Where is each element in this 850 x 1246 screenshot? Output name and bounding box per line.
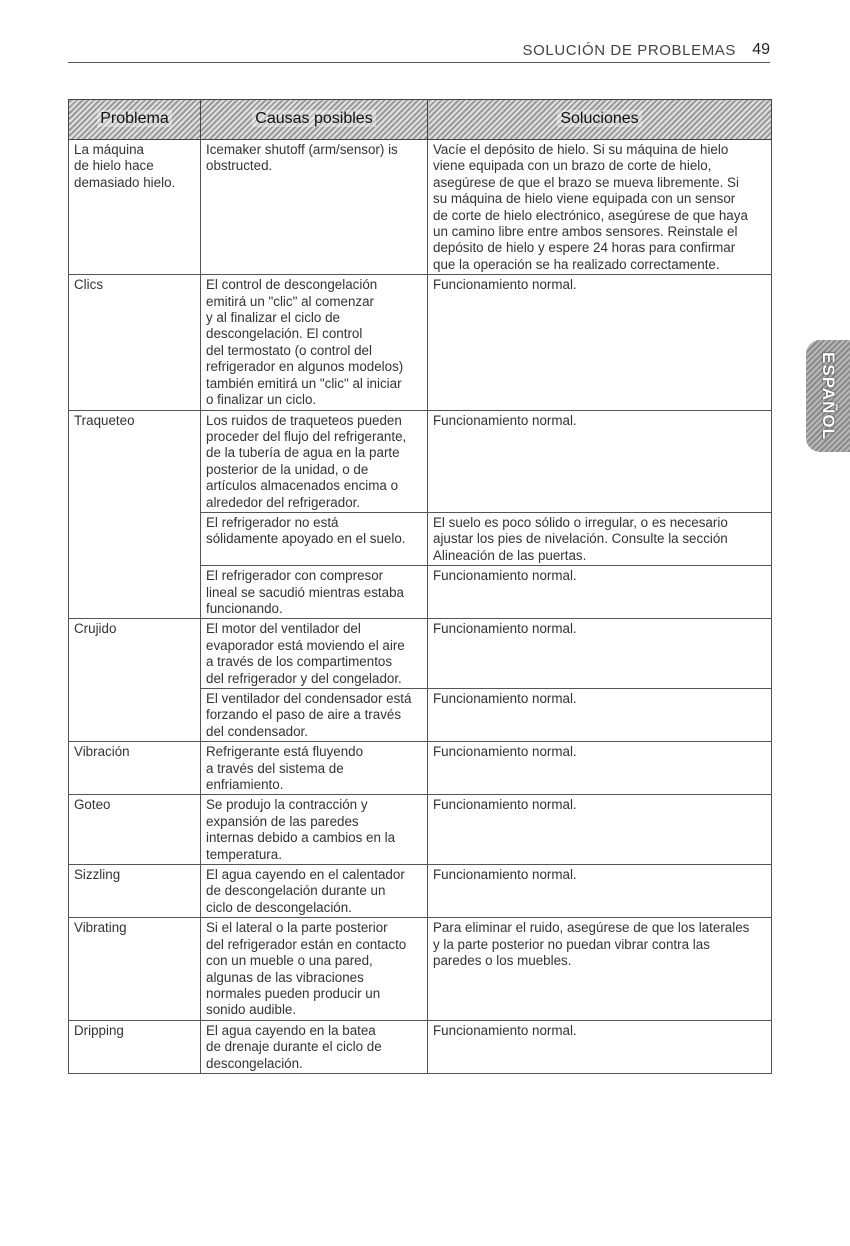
table-row	[69, 275, 772, 410]
page-number: 49	[752, 41, 770, 58]
table-row	[69, 742, 772, 795]
cause-cell: El agua cayendo en la batea de drenaje durante el ciclo de descongelación.	[201, 1020, 428, 1073]
cause-cell: Se produjo la contracción y expansión de las paredes internas debido a cambios en la temperatura.	[201, 795, 428, 865]
cause-cell: Icemaker shutoff (arm/sensor) is obstructed.	[201, 140, 428, 275]
solution-cell: Para eliminar el ruido, asegúrese de que los laterales y la parte posterior no puedan vibrar contra las paredes o los muebles.	[428, 918, 772, 1020]
table-row	[69, 140, 772, 275]
solution-cell: Funcionamiento normal.	[428, 865, 772, 918]
column-header-problem: Problema	[69, 100, 201, 140]
column-header-solutions: Soluciones	[428, 100, 772, 140]
solution-cell: Funcionamiento normal.	[428, 619, 772, 689]
language-tab	[806, 340, 850, 452]
language-tab-label: ESPAÑOL	[819, 352, 839, 440]
section-title: SOLUCIÓN DE PROBLEMAS	[522, 42, 736, 59]
problem-cell: Crujido	[69, 619, 201, 742]
solution-cell: Funcionamiento normal.	[428, 689, 772, 742]
table-row	[69, 918, 772, 1020]
solution-cell: Funcionamiento normal.	[428, 742, 772, 795]
problem-cell: Traqueteo	[69, 410, 201, 619]
page-header	[68, 40, 770, 63]
cause-cell: El refrigerador con compresor lineal se sacudió mientras estaba funcionando.	[201, 566, 428, 619]
table-header-row	[69, 100, 772, 140]
solution-cell: Vacíe el depósito de hielo. Si su máquina de hielo viene equipada con un brazo de corte de hielo, asegúrese de que el brazo se mueva libremente. Si su máquina de hielo viene equipada con un sensor de corte de hielo electrónico, asegúrese de que haya un camino libre entre ambos sensores. Reinstale el depósito de hielo y espere 24 horas para confirmar que la operación se ha realizado correctamente.	[428, 140, 772, 275]
table-row	[69, 1020, 772, 1073]
table-row	[69, 865, 772, 918]
problem-cell: Clics	[69, 275, 201, 410]
solution-cell: Funcionamiento normal.	[428, 795, 772, 865]
cause-cell: El refrigerador no está sólidamente apoyado en el suelo.	[201, 512, 428, 565]
table-row	[69, 619, 772, 689]
problem-cell: Vibrating	[69, 918, 201, 1020]
table-row	[69, 410, 772, 512]
table-row	[69, 795, 772, 865]
problem-cell: Vibración	[69, 742, 201, 795]
cause-cell: Los ruidos de traqueteos pueden proceder del flujo del refrigerante, de la tubería de agua en la parte posterior de la unidad, o de artículos almacenados encima o alrededor del refrigerador.	[201, 410, 428, 512]
cause-cell: Si el lateral o la parte posterior del refrigerador están en contacto con un mueble o una pared, algunas de las vibraciones normales pueden producir un sonido audible.	[201, 918, 428, 1020]
table-body	[69, 140, 772, 1074]
problem-cell: Sizzling	[69, 865, 201, 918]
solution-cell: El suelo es poco sólido o irregular, o es necesario ajustar los pies de nivelación. Consulte la sección Alineación de las puertas.	[428, 512, 772, 565]
solution-cell: Funcionamiento normal.	[428, 1020, 772, 1073]
cause-cell: El ventilador del condensador está forzando el paso de aire a través del condensador.	[201, 689, 428, 742]
solution-cell: Funcionamiento normal.	[428, 410, 772, 512]
cause-cell: El control de descongelación emitirá un "clic" al comenzar y al finalizar el ciclo de descongelación. El control del termostato (o control del refrigerador en algunos modelos) también emitirá un "clic" al iniciar o finalizar un ciclo.	[201, 275, 428, 410]
troubleshooting-table	[68, 99, 772, 1074]
problem-cell: Dripping	[69, 1020, 201, 1073]
problem-cell: La máquina de hielo hace demasiado hielo.	[69, 140, 201, 275]
column-header-causes: Causas posibles	[201, 100, 428, 140]
cause-cell: El agua cayendo en el calentador de descongelación durante un ciclo de descongelación.	[201, 865, 428, 918]
solution-cell: Funcionamiento normal.	[428, 275, 772, 410]
problem-cell: Goteo	[69, 795, 201, 865]
cause-cell: Refrigerante está fluyendo a través del sistema de enfriamiento.	[201, 742, 428, 795]
solution-cell: Funcionamiento normal.	[428, 566, 772, 619]
cause-cell: El motor del ventilador del evaporador está moviendo el aire a través de los compartimentos del refrigerador y del congelador.	[201, 619, 428, 689]
